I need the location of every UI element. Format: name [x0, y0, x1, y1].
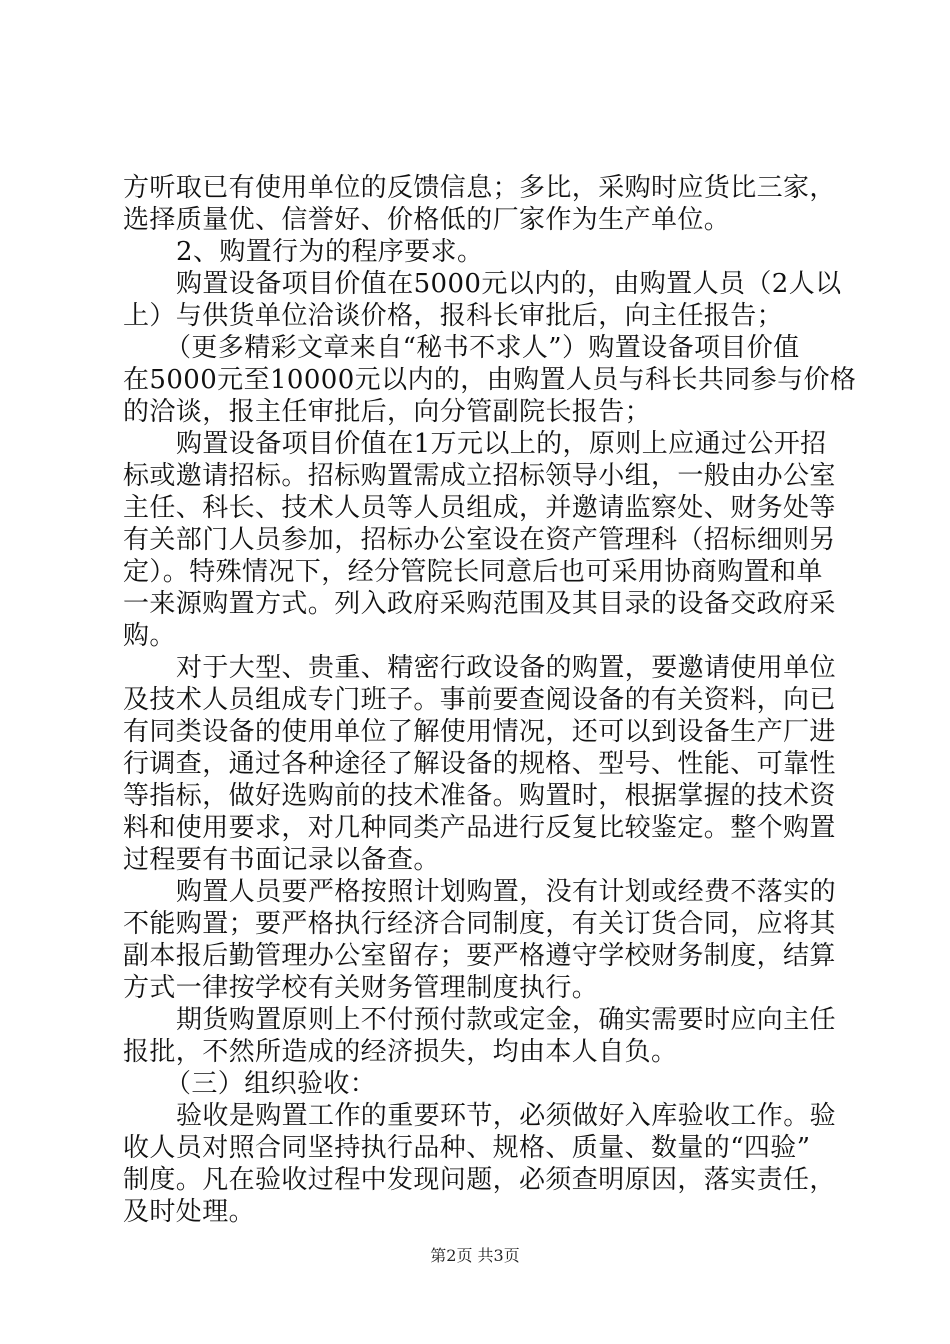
text-line: 购置设备项目价值在1万元以上的，原则上应通过公开招 [176, 429, 827, 459]
text-line: 期货购置原则上不付预付款或定金，确实需要时应向主任 [176, 1005, 837, 1035]
text-line: 标或邀请招标。招标购置需成立招标领导小组，一般由办公室 [123, 461, 836, 491]
text-line: 及时处理。 [123, 1197, 256, 1227]
text-line: 及技术人员组成专门班子。事前要查阅设备的有关资料，向已 [123, 685, 836, 715]
text-line: 购置人员要严格按照计划购置，没有计划或经费不落实的 [176, 877, 837, 907]
text-line: 验收是购置工作的重要环节，必须做好入库验收工作。验 [176, 1101, 837, 1131]
text-line: 上）与供货单位洽谈价格，报科长审批后，向主任报告； [123, 301, 784, 331]
text-line: 购置设备项目价值在5000元以内的，由购置人员（2人以 [176, 269, 842, 299]
text-line: （更多精彩文章来自“秘书不求人”）购置设备项目价值 [165, 333, 800, 363]
text-line: 方听取已有使用单位的反馈信息；多比，采购时应货比三家， [123, 173, 836, 203]
text-line: 一来源购置方式。列入政府采购范围及其目录的设备交政府采 [123, 589, 836, 619]
text-line: 购。 [123, 621, 176, 651]
text-line: 对于大型、贵重、精密行政设备的购置，要邀请使用单位 [176, 653, 837, 683]
text-line: 方式一律按学校有关财务管理制度执行。 [123, 973, 599, 1003]
text-line: 行调查，通过各种途径了解设备的规格、型号、性能、可靠性 [123, 749, 836, 779]
text-line: 定）。特殊情况下，经分管院长同意后也可采用协商购置和单 [123, 557, 823, 587]
text-line: 选择质量优、信誉好、价格低的厂家作为生产单位。 [123, 205, 731, 235]
text-line: 制度。凡在验收过程中发现问题，必须查明原因，落实责任， [123, 1165, 836, 1195]
text-line: 收人员对照合同坚持执行品种、规格、质量、数量的“四验” [123, 1133, 811, 1163]
text-line: 不能购置；要严格执行经济合同制度，有关订货合同，应将其 [123, 909, 836, 939]
section-heading: 2、购置行为的程序要求。 [176, 237, 484, 267]
text-line: 料和使用要求，对几种同类产品进行反复比较鉴定。整个购置 [123, 813, 836, 843]
text-line: 的洽谈，报主任审批后，向分管副院长报告； [123, 397, 652, 427]
section-heading: （三）组织验收： [165, 1069, 377, 1099]
text-line: 在5000元至10000元以内的，由购置人员与科长共同参与价格 [123, 365, 857, 395]
text-line: 有同类设备的使用单位了解使用情况，还可以到设备生产厂进 [123, 717, 836, 747]
text-line: 过程要有书面记录以备查。 [123, 845, 440, 875]
text-line: 主任、科长、技术人员等人员组成，并邀请监察处、财务处等 [123, 493, 836, 523]
text-line: 有关部门人员参加，招标办公室设在资产管理科（招标细则另 [123, 525, 836, 555]
text-line: 副本报后勤管理办公室留存；要严格遵守学校财务制度，结算 [123, 941, 836, 971]
page-number: 第2页 共3页 [430, 1246, 520, 1265]
text-line: 报批，不然所造成的经济损失，均由本人自负。 [123, 1037, 678, 1067]
text-line: 等指标，做好选购前的技术准备。购置时，根据掌握的技术资 [123, 781, 836, 811]
